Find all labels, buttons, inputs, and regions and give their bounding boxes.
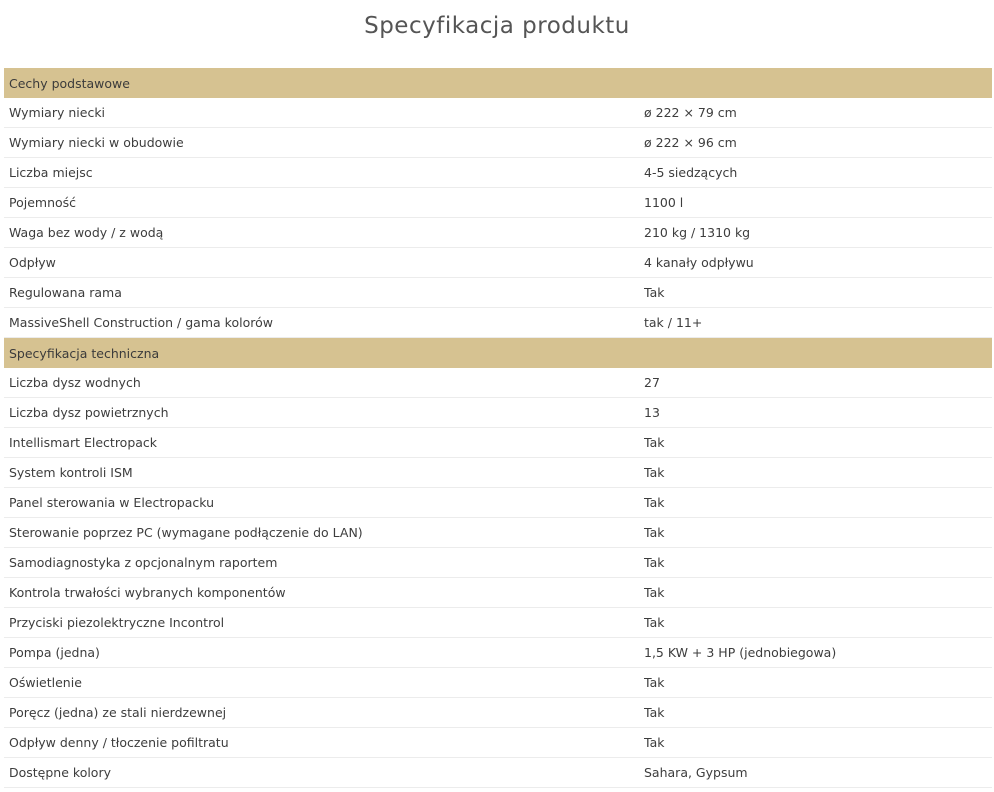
row-value: Tak: [644, 525, 665, 540]
row-label: Wymiary niecki: [9, 105, 106, 120]
spec-table: [4, 68, 992, 788]
row-value: 1100 l: [644, 195, 684, 210]
row-value: 210 kg / 1310 kg: [644, 225, 751, 240]
table-row: [4, 758, 992, 788]
row-value: Tak: [644, 495, 665, 510]
table-row: [4, 638, 992, 668]
table-row: [4, 98, 992, 128]
row-label: Wymiary niecki w obudowie: [9, 135, 184, 150]
row-label: Sterowanie poprzez PC (wymagane podłączenie do LAN): [9, 525, 363, 540]
row-value: ø 222 × 79 cm: [644, 105, 737, 120]
row-value: Tak: [644, 555, 665, 570]
table-row: [4, 728, 992, 758]
row-label: Regulowana rama: [9, 285, 122, 300]
row-value: 13: [644, 405, 660, 420]
row-label: Samodiagnostyka z opcjonalnym raportem: [9, 555, 278, 570]
table-row: [4, 398, 992, 428]
row-value: ø 222 × 96 cm: [644, 135, 737, 150]
table-row: [4, 488, 992, 518]
table-row: [4, 518, 992, 548]
row-value: 27: [644, 375, 660, 390]
row-value: Tak: [644, 705, 665, 720]
section-header-technical: Specyfikacja techniczna: [4, 338, 992, 368]
row-label: Przyciski piezolektryczne Incontrol: [9, 615, 225, 630]
table-row: [4, 218, 992, 248]
row-value: Tak: [644, 285, 665, 300]
row-label: Liczba dysz wodnych: [9, 375, 141, 390]
row-label: Odpływ denny / tłoczenie pofiltratu: [9, 735, 229, 750]
row-label: Panel sterowania w Electropacku: [9, 495, 215, 510]
table-row: [4, 698, 992, 728]
row-label: MassiveShell Construction / gama kolorów: [9, 315, 273, 330]
row-label: Pompa (jedna): [9, 645, 100, 660]
table-row: [4, 368, 992, 398]
row-label: Odpływ: [9, 255, 56, 270]
table-row: [4, 548, 992, 578]
row-value: Tak: [644, 615, 665, 630]
row-label: Dostępne kolory: [9, 765, 111, 780]
row-label: Poręcz (jedna) ze stali nierdzewnej: [9, 705, 227, 720]
row-label: Intellismart Electropack: [9, 435, 158, 450]
table-row: [4, 158, 992, 188]
table-row: [4, 308, 992, 338]
row-value: Tak: [644, 435, 665, 450]
row-label: Liczba miejsc: [9, 165, 93, 180]
table-row: [4, 278, 992, 308]
row-value: 4-5 siedzących: [644, 165, 738, 180]
table-row: [4, 608, 992, 638]
table-row: [4, 248, 992, 278]
row-label: Liczba dysz powietrznych: [9, 405, 169, 420]
row-label: Kontrola trwałości wybranych komponentów: [9, 585, 286, 600]
row-value: Sahara, Gypsum: [644, 765, 748, 780]
table-row: [4, 458, 992, 488]
row-label: Oświetlenie: [9, 675, 82, 690]
row-label: System kontroli ISM: [9, 465, 133, 480]
table-row: [4, 428, 992, 458]
table-row: [4, 668, 992, 698]
section-header-basic: Cechy podstawowe: [4, 68, 992, 98]
row-value: Tak: [644, 735, 665, 750]
table-row: [4, 578, 992, 608]
page-title: Specyfikacja produktu: [364, 13, 630, 39]
row-value: Tak: [644, 465, 665, 480]
table-row: [4, 128, 992, 158]
table-row: [4, 188, 992, 218]
row-value: Tak: [644, 675, 665, 690]
row-value: 1,5 KW + 3 HP (jednobiegowa): [644, 645, 837, 660]
row-value: Tak: [644, 585, 665, 600]
row-value: tak / 11+: [644, 315, 703, 330]
row-value: 4 kanały odpływu: [644, 255, 754, 270]
row-label: Waga bez wody / z wodą: [9, 225, 164, 240]
row-label: Pojemność: [9, 195, 77, 210]
